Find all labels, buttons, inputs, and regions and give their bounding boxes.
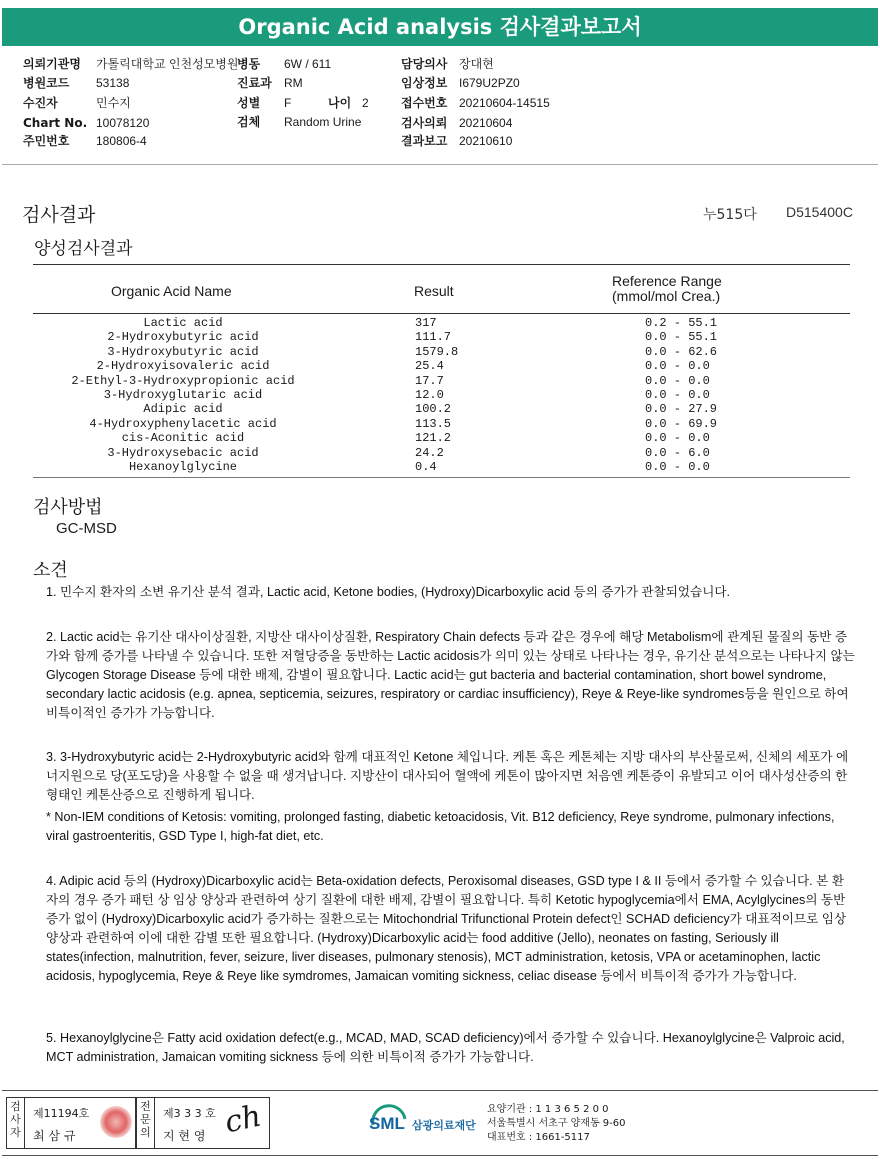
table-row: 2-Hydroxyisovaleric acid 25.4 0.0 - 0.0 xyxy=(96,359,710,374)
signature: ch xyxy=(221,1098,265,1141)
table-row: 3-Hydroxyglutaric acid 12.0 0.0 - 0.0 xyxy=(103,388,710,402)
table-top-border xyxy=(33,264,850,265)
col-header-ref-line1: Reference Range xyxy=(612,273,722,289)
seal-icon xyxy=(100,1106,132,1138)
opinion-paragraph-1: 1. 민수지 환자의 소변 유기산 분석 결과, Lactic acid, Ketone bodies, (Hydroxy)Dicarboxylic acid 등의 증가가 관찰되었습니다. xyxy=(46,585,731,599)
header-right-3: 검사의뢰 20210604 xyxy=(401,116,513,130)
opinion-title: 소견 xyxy=(33,560,68,581)
examiner-license: 제11194호 xyxy=(33,1107,90,1120)
header-left-2: 수진자 민수지 xyxy=(23,96,131,110)
header-right-2: 접수번호 20210604-14515 xyxy=(401,96,550,110)
header-right-4: 결과보고 20210610 xyxy=(401,134,513,148)
report-code-2: D515400C xyxy=(786,204,853,220)
institution-code: 요양기관 : 1 1 3 6 5 2 0 0 xyxy=(487,1104,609,1115)
header-left-1: 병원코드 53138 xyxy=(23,76,130,90)
institution-address: 서울특별시 서초구 양재동 9-60 xyxy=(487,1118,626,1129)
patient-info-header xyxy=(2,46,878,165)
table-row: 3-Hydroxysebacic acid 24.2 0.0 - 6.0 xyxy=(107,445,710,460)
table-row: 4-Hydroxyphenylacetic acid 113.5 0.0 - 69.9 xyxy=(89,416,718,431)
opinion-paragraph-3: 3. 3-Hydroxybutyric acid는 2-Hydroxybutyric acid와 함께 대표적인 Ketone 체입니다. 케톤 혹은 케톤체는 지방 대사의 부산물로써, 신체의 세포가 에너지원으로 당(포도당)을 사용할 수 없을 때 생겨납니다. 지방산이 대사되어 혈액에 케톤이 많아지면 처음엔 케톤증이 유발되고 이어 대사성산증의 한 형태인 케톤산증으로 진행하게 됩니다. xyxy=(46,750,849,802)
table-row: Lactic acid 317 0.2 - 55.1 xyxy=(143,316,718,330)
table-row: 2-Hydroxybutyric acid 111.7 0.0 - 55.1 xyxy=(107,330,718,345)
table-row: 2-Ethyl-3-Hydroxypropionic acid 17.7 0.0 - 0.0 xyxy=(71,373,710,388)
table-header-border xyxy=(33,313,850,314)
results-title: 검사결과 xyxy=(22,204,96,226)
footer xyxy=(2,1090,878,1156)
examiner-box xyxy=(6,1097,136,1149)
col-header-ref xyxy=(612,274,722,304)
header-mid-3: 검체 Random Urine xyxy=(237,115,362,129)
table-row: cis-Aconitic acid 121.2 0.0 - 0.0 xyxy=(121,431,710,446)
header-left-3: Chart No. 10078120 xyxy=(23,116,150,130)
report-code-1: 누515다 xyxy=(703,207,757,223)
positive-results-subtitle: 양성검사결과 xyxy=(34,239,133,259)
logo-name: 삼광의료재단 xyxy=(412,1119,476,1132)
method-value: GC-MSD xyxy=(56,520,117,537)
specialist-box xyxy=(136,1097,270,1149)
opinion-paragraph-3-note: * Non-IEM conditions of Ketosis: vomiting, prolonged fasting, diabetic ketoacidosis, Vit. B12 deficiency, Reye syndrome, pulmonary infections, viral gastroenteritis, GSD Type I, high-fat diet, etc. xyxy=(46,810,835,843)
header-mid-2: 성별 F xyxy=(237,96,292,110)
table-row: Adipic acid 100.2 0.0 - 27.9 xyxy=(143,402,718,417)
header-mid-0: 병동 6W / 611 xyxy=(237,57,332,71)
header-left-0: 의뢰기관명 가톨릭대학교 인천성모병원 xyxy=(23,57,239,71)
specialist-license: 제3 3 3 호 xyxy=(163,1107,216,1120)
opinion-paragraph-4: 4. Adipic acid 등의 (Hydroxy)Dicarboxylic acid는 Beta-oxidation defects, Peroxisomal diseases, GSD type I & II 등에서 증가할 수 있습니다. 본 환자의 경우 증가 패턴 상 임상 양상과 관련하여 상기 질환에 대한 배제, 감별이 필요합니다. 특히 Ketotic hypoglycemia에서 EMA, Acylglycines의 동반 증가 없이 (Hydroxy)Dicarboxylic acid가 증가하는 질환으로는 Mitochondrial Trifunctional Protein defect인 SCHAD deficiency가 대표적이므로 임상 양상과 관련하여 이에 대한 감별 또한 필요합니다. (Hydroxy)Dicarboxylic acid는 food additive (Jello), neonates on fasting, Seriously ill states(infection, malnutrition, fever, seizure, liver diseases, pulmonary stenosis), MCT administration, ketosis, VPA or acetaminophen, lactic acidosis, hypoglycemia, Reye & Reye like symdromes, Jamaican vomiting sickness, celiac disease 등에서 비특이적 증가가 가능합니다. xyxy=(46,874,847,983)
col-header-name: Organic Acid Name xyxy=(111,283,232,299)
institution-phone: 대표번호 : 1661-5117 xyxy=(487,1132,590,1143)
method-title: 검사방법 xyxy=(33,497,103,518)
table-bottom-border xyxy=(33,477,850,478)
logo-text: SML xyxy=(369,1114,405,1133)
col-header-ref-line2: (mmol/mol Crea.) xyxy=(612,288,721,304)
header-left-4: 주민번호 180806-4 xyxy=(23,134,147,148)
opinion-paragraph-2: 2. Lactic acid는 유기산 대사이상질환, 지방산 대사이상질환, Respiratory Chain defects 등과 같은 경우에 해당 Metabolism에 관계된 물질의 동반 증가와 함께 증가를 나타낼 수 있습니다. 또한 저혈당증을 동반하는 Lactic acidosis가 의미 있는 상태로 나타나는 경우, 유기산 분석으로는 나타나지 않는 Glycogen Storage Disease 등에 대한 배제, 감별이 필요합니다. Lactic acid는 gut bacteria and bacterial contamination, short bowel syndrome, secondary lactic acidosis (e.g. apnea, septicemia, seizures, respiratory or cardiac insufficiency), Reye & Reye-like syndromes등을 원인으로 하여 비특이적인 증가가 가능합니다. xyxy=(46,630,855,720)
specialist-name: 지 현 영 xyxy=(163,1129,206,1143)
table-row: 3-Hydroxybutyric acid 1579.8 0.0 - 62.6 xyxy=(107,344,718,359)
header-age: 나이 2 xyxy=(328,96,369,110)
examiner-label: 검사자 xyxy=(7,1098,25,1148)
col-header-result: Result xyxy=(414,283,454,299)
header-right-0: 담당의사 장대현 xyxy=(401,57,494,71)
table-row: Hexanoylglycine 0.4 0.0 - 0.0 xyxy=(128,460,710,474)
examiner-name: 최 삼 규 xyxy=(33,1129,76,1143)
header-right-1: 임상정보 I679U2PZ0 xyxy=(401,76,520,90)
report-title: Organic Acid analysis 검사결과보고서 xyxy=(2,8,878,46)
opinion-paragraph-5: 5. Hexanoylglycine은 Fatty acid oxidation defect(e.g., MCAD, MAD, SCAD deficiency)에서 증가할 수 있습니다. Hexanoylglycine은 Valproic acid, MCT administration, Jamaican vomiting sickness 등에 의한 비특이적 증가가 가능합니다. xyxy=(46,1031,845,1064)
institution-info xyxy=(487,1103,626,1145)
specialist-label: 전문의 xyxy=(137,1098,155,1148)
sml-logo xyxy=(369,1101,409,1141)
header-mid-1: 진료과 RM xyxy=(237,76,303,90)
